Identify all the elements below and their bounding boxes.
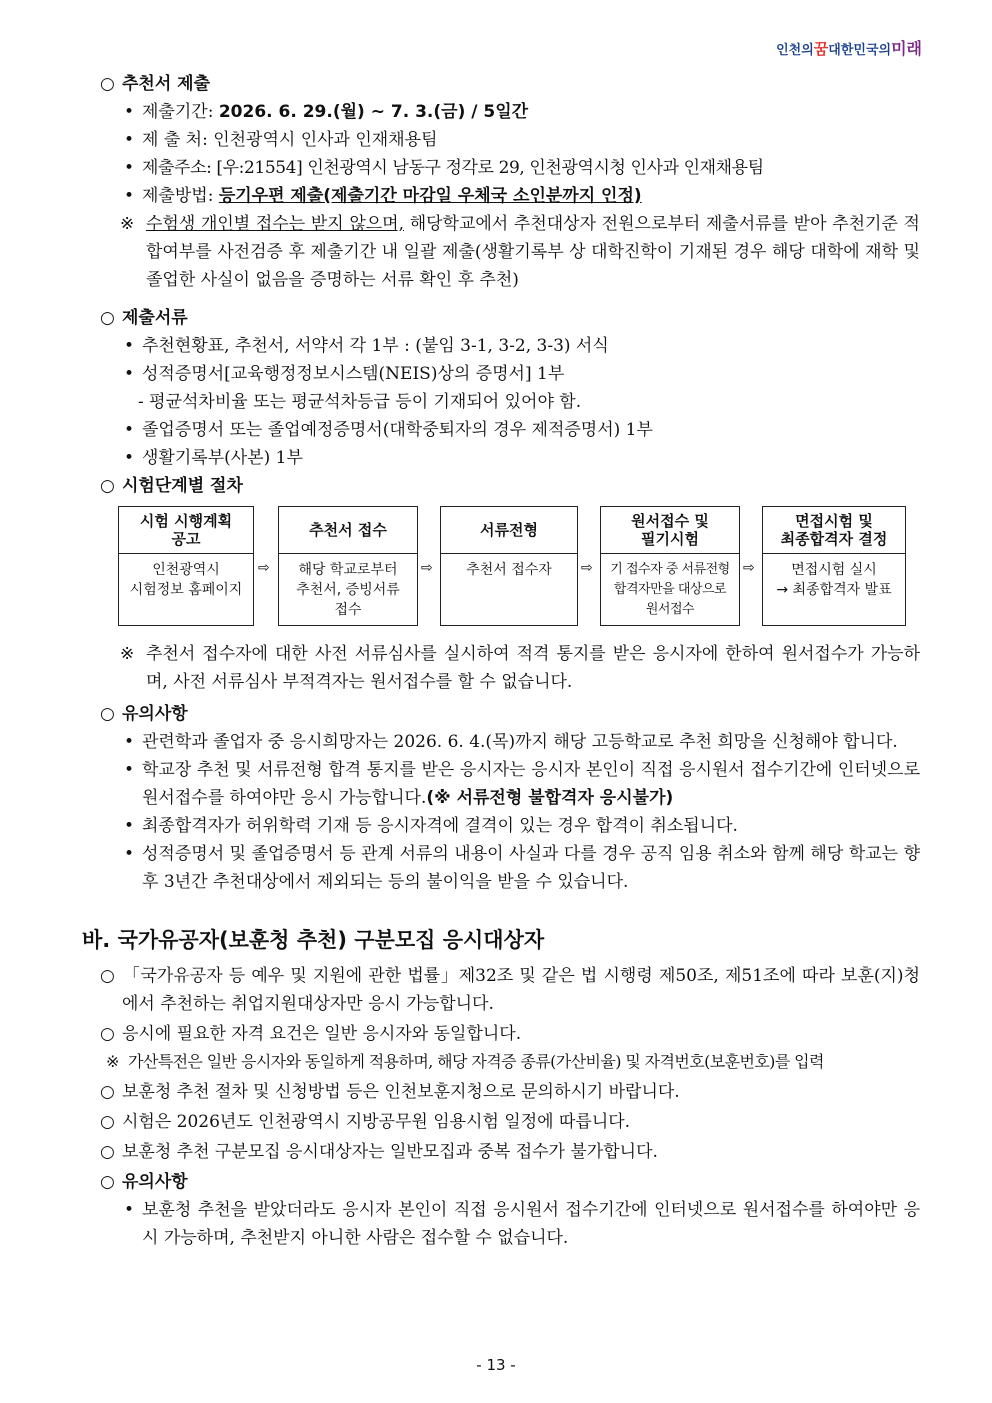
circle-marker: ○	[100, 966, 115, 986]
list-item-text: 성적증명서[교육행정정보시스템(NEIS)상의 증명서] 1부	[142, 364, 565, 384]
flow-step-title: 시험 시행계획 공고	[119, 507, 253, 554]
paragraph	[100, 962, 920, 1018]
list-item	[100, 126, 920, 154]
list-item	[100, 1196, 920, 1252]
emphasis-text: (※ 서류전형 불합격자 응시불가)	[426, 788, 674, 808]
bullet-marker: •	[124, 130, 135, 150]
list-item-text: 학교장 추천 및 서류전형 합격 통지를 받은 응시자는 응시자 본인이 직접 응시원서 접수기간에 인터넷으로 원서접수를 하여야만 응시 가능합니다.	[142, 760, 920, 808]
logo	[776, 36, 922, 59]
paragraph	[100, 1138, 920, 1166]
bullet-marker: •	[124, 102, 135, 122]
logo-text: 인천의	[776, 43, 814, 58]
bullet-marker: •	[124, 1200, 135, 1220]
list-item	[100, 812, 920, 840]
list-subitem	[100, 388, 920, 416]
paragraph-text: 보훈청 추천 구분모집 응시대상자는 일반모집과 중복 접수가 불가합니다.	[122, 1142, 658, 1162]
heading-documents	[100, 304, 920, 332]
list-item-text: 보훈청 추천을 받았더라도 응시자 본인이 직접 응시원서 접수기간에 인터넷으로 원서접수를 하여야만 응시 가능하며, 추천받지 아니한 사람은 접수할 수 없습니다.	[142, 1200, 920, 1248]
list-item-text: 성적증명서 및 졸업증명서 등 관계 서류의 내용이 사실과 다를 경우 공직 임용 취소와 함께 해당 학교는 향후 3년간 추천대상에서 제외되는 등의 불이익을 받을 수 있습니다.	[142, 844, 920, 892]
ref-marker: ※	[106, 1052, 119, 1071]
ref-marker: ※	[120, 214, 135, 234]
list-item	[100, 728, 920, 756]
list-subitem-text: - 평균석차비율 또는 평균석차등급 등이 기재되어 있어야 함.	[138, 392, 582, 412]
list-item	[100, 416, 920, 444]
flow-step	[278, 506, 418, 626]
paragraph-text: 보훈청 추천 절차 및 신청방법 등은 인천보훈지청으로 문의하시기 바랍니다.	[122, 1082, 680, 1102]
paragraph	[100, 1020, 920, 1048]
paragraph-text: 시험은 2026년도 인천광역시 지방공무원 임용시험 일정에 따릅니다.	[122, 1112, 631, 1132]
flow-step-desc: 인천광역시 시험정보 홈페이지	[129, 562, 243, 598]
heading-caution	[100, 700, 920, 728]
list-item	[100, 840, 920, 896]
flow-step	[600, 506, 740, 626]
circle-marker: ○	[100, 308, 115, 328]
list-item	[100, 98, 920, 126]
submit-method: 등기우편 제출(제출기간 마감일 우체국 소인분까지 인정)	[218, 186, 642, 206]
circle-marker: ○	[100, 1082, 115, 1102]
flow-step-desc: 면접시험 실시 → 최종합격자 발표	[776, 562, 892, 598]
document-body	[82, 70, 920, 1252]
note-text: 가산특전은 일반 응시자와 동일하게 적용하며, 해당 자격증 종류(가산비율) 및 자격번호(보훈번호)를 입력	[128, 1052, 824, 1071]
flow-step-title: 면접시험 및 최종합격자 결정	[763, 507, 905, 554]
logo-text: 대한민국의	[828, 43, 892, 58]
note	[100, 640, 920, 696]
list-item	[100, 444, 920, 472]
flow-step	[440, 506, 578, 626]
circle-marker: ○	[100, 1024, 115, 1044]
heading-text: 추천서 제출	[122, 74, 211, 94]
circle-marker: ○	[100, 1142, 115, 1162]
arrow-right-icon: ⇨	[743, 560, 755, 576]
bullet-marker: •	[124, 816, 135, 836]
circle-marker: ○	[100, 476, 115, 496]
paragraph	[100, 1108, 920, 1136]
heading-caution	[100, 1168, 920, 1196]
list-item-text: 추천현황표, 추천서, 서약서 각 1부 : (붙임 3-1, 3-2, 3-3) 서식	[142, 336, 609, 356]
paragraph	[100, 1078, 920, 1106]
flow-step-title: 원서접수 및 필기시험	[601, 507, 739, 554]
list-item	[100, 332, 920, 360]
flow-step-title: 추천서 접수	[279, 507, 417, 554]
bullet-marker: •	[124, 732, 135, 752]
flow-step-title: 서류전형	[441, 507, 577, 554]
heading-text: 유의사항	[122, 1172, 188, 1192]
circle-marker: ○	[100, 1112, 115, 1132]
bullet-marker: •	[124, 158, 135, 178]
submit-place: 제 출 처: 인천광역시 인사과 인재채용팀	[142, 130, 438, 150]
logo-text: 미래	[891, 39, 922, 58]
label: 제출기간:	[142, 102, 219, 122]
bullet-marker: •	[124, 186, 135, 206]
list-item	[100, 154, 920, 182]
logo-text: 꿈	[813, 40, 829, 58]
note-text: 추천서 접수자에 대한 사전 서류심사를 실시하여 적격 통지를 받은 응시자에 한하여 원서접수가 가능하며, 사전 서류심사 부적격자는 원서접수를 할 수 없습니다.	[146, 644, 920, 692]
heading-text: 제출서류	[122, 308, 188, 328]
flow-step-desc: 해당 학교로부터 추천서, 증빙서류 접수	[296, 562, 400, 618]
bullet-marker: •	[124, 364, 135, 384]
list-item-text: 생활기록부(사본) 1부	[142, 448, 303, 468]
ref-marker: ※	[120, 644, 135, 664]
procedure-flow	[118, 506, 938, 630]
heading-recommendation-submit	[100, 70, 920, 98]
arrow-right-icon: ⇨	[581, 560, 593, 576]
submit-period: 2026. 6. 29.(월) ~ 7. 3.(금) / 5일간	[218, 102, 529, 122]
list-item-text: 관련학과 졸업자 중 응시희망자는 2026. 6. 4.(목)까지 해당 고등학교로 추천 희망을 신청해야 합니다.	[142, 732, 898, 752]
flow-step	[118, 506, 254, 626]
submit-address: 제출주소: [우:21554] 인천광역시 남동구 정각로 29, 인천광역시청 인사과 인재채용팀	[142, 158, 764, 178]
list-item	[100, 360, 920, 388]
circle-marker: ○	[100, 1172, 115, 1192]
bullet-marker: •	[124, 420, 135, 440]
list-item	[100, 182, 920, 210]
circle-marker: ○	[100, 74, 115, 94]
heading-text: 유의사항	[122, 704, 188, 724]
heading-procedure	[100, 472, 920, 500]
bullet-marker: •	[124, 760, 135, 780]
arrow-right-icon: ⇨	[258, 560, 270, 576]
flow-step	[762, 506, 906, 626]
heading-text: 시험단계별 절차	[122, 476, 243, 496]
paragraph-text: 응시에 필요한 자격 요건은 일반 응시자와 동일합니다.	[122, 1024, 522, 1044]
bullet-marker: •	[124, 448, 135, 468]
flow-step-desc: 추천서 접수자	[466, 562, 552, 578]
circle-marker: ○	[100, 704, 115, 724]
list-item-text: 최종합격자가 허위학력 기재 등 응시자격에 결격이 있는 경우 합격이 취소됩니다.	[142, 816, 738, 836]
arrow-right-icon: ⇨	[421, 560, 433, 576]
bullet-marker: •	[124, 844, 135, 864]
label: 제출방법:	[142, 186, 219, 206]
paragraph-text: 「국가유공자 등 예우 및 지원에 관한 법률」제32조 및 같은 법 시행령 제50조, 제51조에 따라 보훈(지)청에서 추천하는 취업지원대상자만 응시 가능합니다.	[122, 966, 920, 1014]
note-text: 해당학교에서 추천대상자 전원으로부터 제출서류를 받아 추천기준 적합여부를 사전검증 후 제출기간 내 일괄 제출(생활기록부 상 대학진학이 기재된 경우 해당 대학에 재학 및 졸업한 사실이 없음을 증명하는 서류 확인 후 추천)	[146, 214, 920, 290]
bullet-marker: •	[124, 336, 135, 356]
section-title: 바. 국가유공자(보훈청 추천) 구분모집 응시대상자	[82, 928, 545, 952]
note	[100, 1048, 920, 1076]
list-item	[100, 756, 920, 812]
note	[100, 210, 920, 294]
note-underlined: 수험생 개인별 접수는 받지 않으며,	[146, 214, 405, 234]
page-number: - 13 -	[476, 1356, 516, 1374]
list-item-text: 졸업증명서 또는 졸업예정증명서(대학중퇴자의 경우 제적증명서) 1부	[142, 420, 653, 440]
flow-step-desc: 기 접수자 중 서류전형 합격자만을 대상으로 원서접수	[610, 562, 730, 617]
